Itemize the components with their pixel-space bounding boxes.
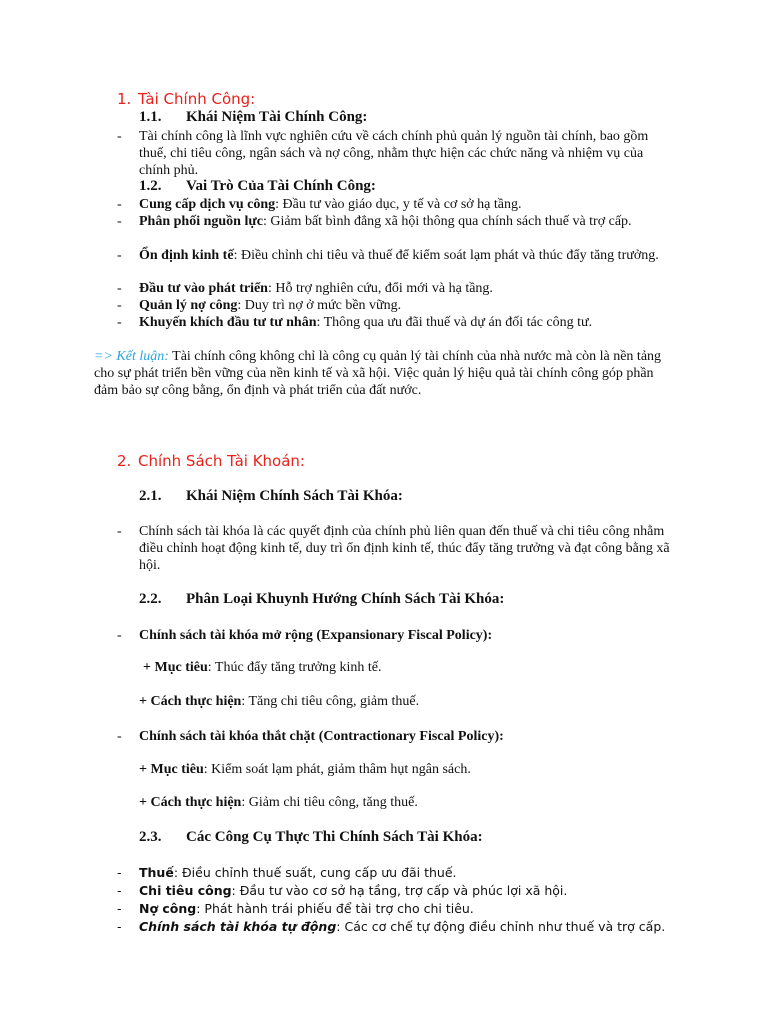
policy-goal — [139, 762, 471, 778]
list-item — [117, 196, 677, 213]
bullet-dash: - — [117, 883, 122, 898]
role-term: Đầu tư vào phát triển — [139, 281, 268, 296]
bullet-dash: - — [117, 298, 122, 313]
role-desc: : Hỗ trợ nghiên cứu, đổi mới và hạ tầng. — [267, 281, 493, 296]
tool-desc: : Điều chỉnh thuế suất, cung cấp ưu đãi thuế. — [173, 865, 457, 880]
tool-term: Nợ công — [139, 901, 197, 916]
role-desc: : Điều chỉnh chi tiêu và thuế để kiểm soát lạm phát và thúc đẩy tăng trưởng. — [233, 248, 659, 263]
goal-text: : Thúc đẩy tăng trưởng kinh tế. — [207, 660, 382, 675]
list-item — [117, 900, 677, 917]
tool-term: Thuế — [139, 865, 174, 880]
policy-method — [139, 795, 418, 811]
bullet-dash: - — [117, 248, 122, 263]
policy-type-contractionary — [117, 728, 677, 745]
subsection-number: 1.2. — [139, 178, 162, 194]
subsection-1-1-heading — [139, 109, 367, 126]
list-item — [117, 247, 677, 264]
bullet-dash: - — [117, 524, 122, 539]
section-title: Tài Chính Công: — [138, 90, 256, 108]
role-term: Khuyến khích đầu tư tư nhân — [139, 315, 317, 330]
method-label: + Cách thực hiện — [139, 795, 242, 810]
list-item — [117, 918, 677, 935]
definition-text: Tài chính công là lĩnh vực nghiên cứu về cách chính phủ quản lý nguồn tài chính, bao gồm thuế, chi tiêu công, ngân sách và nợ công, nhằm thực hiện các chức năng và nhiệm vụ của chính phủ. — [139, 129, 649, 178]
section-number: 2. — [117, 452, 132, 470]
role-desc: : Duy trì nợ ở mức bền vững. — [237, 298, 402, 313]
subsection-number: 1.1. — [139, 109, 162, 125]
list-item — [117, 213, 677, 230]
role-desc: : Giảm bất bình đẳng xã hội thông qua chính sách thuế và trợ cấp. — [262, 214, 632, 229]
list-item — [117, 297, 677, 314]
list-item — [117, 314, 677, 331]
section-2-heading — [117, 452, 305, 470]
role-desc: : Thông qua ưu đãi thuế và dự án đối tác công tư. — [316, 315, 593, 330]
goal-label: + Mục tiêu — [139, 762, 204, 777]
method-text: : Tăng chi tiêu công, giảm thuế. — [241, 694, 420, 709]
subsection-number: 2.2. — [139, 591, 162, 607]
section-title: Chính Sách Tài Khoán: — [138, 452, 305, 470]
list-item — [117, 882, 677, 899]
role-term: Ổn định kinh tế — [139, 248, 234, 263]
subsection-1-2-heading — [139, 178, 376, 195]
subsection-title: Khái Niệm Chính Sách Tài Khóa: — [186, 488, 403, 504]
bullet-dash: - — [117, 865, 122, 880]
role-term: Quản lý nợ công — [139, 298, 238, 313]
role-desc: : Đầu tư vào giáo dục, y tế và cơ sở hạ tầng. — [275, 197, 522, 212]
bullet-dash: - — [117, 919, 122, 934]
method-label: + Cách thực hiện — [139, 694, 242, 709]
goal-label: + Mục tiêu — [143, 660, 208, 675]
section-number: 1. — [117, 90, 132, 108]
policy-goal — [143, 660, 382, 676]
bullet-dash: - — [117, 281, 122, 296]
bullet-dash: - — [117, 628, 122, 643]
tool-desc: : Đầu tư vào cơ sở hạ tầng, trợ cấp và phúc lợi xã hội. — [231, 883, 568, 898]
subsection-2-2-heading — [139, 591, 504, 608]
subsection-title: Các Công Cụ Thực Thi Chính Sách Tài Khóa: — [186, 829, 483, 845]
policy-method — [139, 694, 419, 710]
tool-term: Chính sách tài khóa tự động — [139, 919, 337, 934]
tool-desc: : Phát hành trái phiếu để tài trợ cho chi tiêu. — [196, 901, 474, 916]
tool-desc: : Các cơ chế tự động điều chỉnh như thuế và trợ cấp. — [336, 919, 666, 934]
definition-bullet — [117, 128, 677, 179]
subsection-number: 2.1. — [139, 488, 162, 504]
policy-type-expansionary — [117, 627, 677, 644]
tool-term: Chi tiêu công — [139, 883, 232, 898]
conclusion-text: Tài chính công không chỉ là công cụ quản lý tài chính của nhà nước mà còn là nền tảng cho sự phát triển bền vững của nền kinh tế và xã hội. Việc quản lý hiệu quả tài chính công góp phần đảm bảo sự công bằng, ổn định và phát triển của đất nước. — [94, 349, 662, 398]
subsection-2-1-heading — [139, 488, 403, 505]
role-term: Phân phối nguồn lực — [139, 214, 263, 229]
subsection-title: Khái Niệm Tài Chính Công: — [186, 109, 368, 125]
conclusion-paragraph — [94, 348, 679, 399]
subsection-2-3-heading — [139, 829, 483, 846]
definition-bullet — [117, 523, 677, 574]
subsection-title: Phân Loại Khuynh Hướng Chính Sách Tài Khóa: — [186, 591, 505, 607]
subsection-number: 2.3. — [139, 829, 162, 845]
role-term: Cung cấp dịch vụ công — [139, 197, 276, 212]
conclusion-label: => Kết luận: — [94, 349, 169, 364]
bullet-dash: - — [117, 214, 122, 229]
bullet-dash: - — [117, 315, 122, 330]
section-1-heading — [117, 90, 255, 108]
definition-text: Chính sách tài khóa là các quyết định của chính phủ liên quan đến thuế và chi tiêu công nhằm điều chỉnh hoạt động kinh tế, duy trì ổn định kinh tế, thúc đẩy tăng trưởng và đạt công bằng xã hội. — [139, 524, 670, 573]
list-item — [117, 280, 677, 297]
goal-text: : Kiểm soát lạm phát, giảm thâm hụt ngân sách. — [203, 762, 471, 777]
bullet-dash: - — [117, 197, 122, 212]
bullet-dash: - — [117, 729, 122, 744]
bullet-dash: - — [117, 129, 122, 144]
policy-type-title: Chính sách tài khóa mở rộng (Expansionary Fiscal Policy): — [139, 628, 493, 643]
subsection-title: Vai Trò Của Tài Chính Công: — [186, 178, 376, 194]
list-item — [117, 864, 677, 881]
policy-type-title: Chính sách tài khóa thắt chặt (Contractionary Fiscal Policy): — [139, 729, 504, 744]
bullet-dash: - — [117, 901, 122, 916]
method-text: : Giảm chi tiêu công, tăng thuế. — [241, 795, 418, 810]
